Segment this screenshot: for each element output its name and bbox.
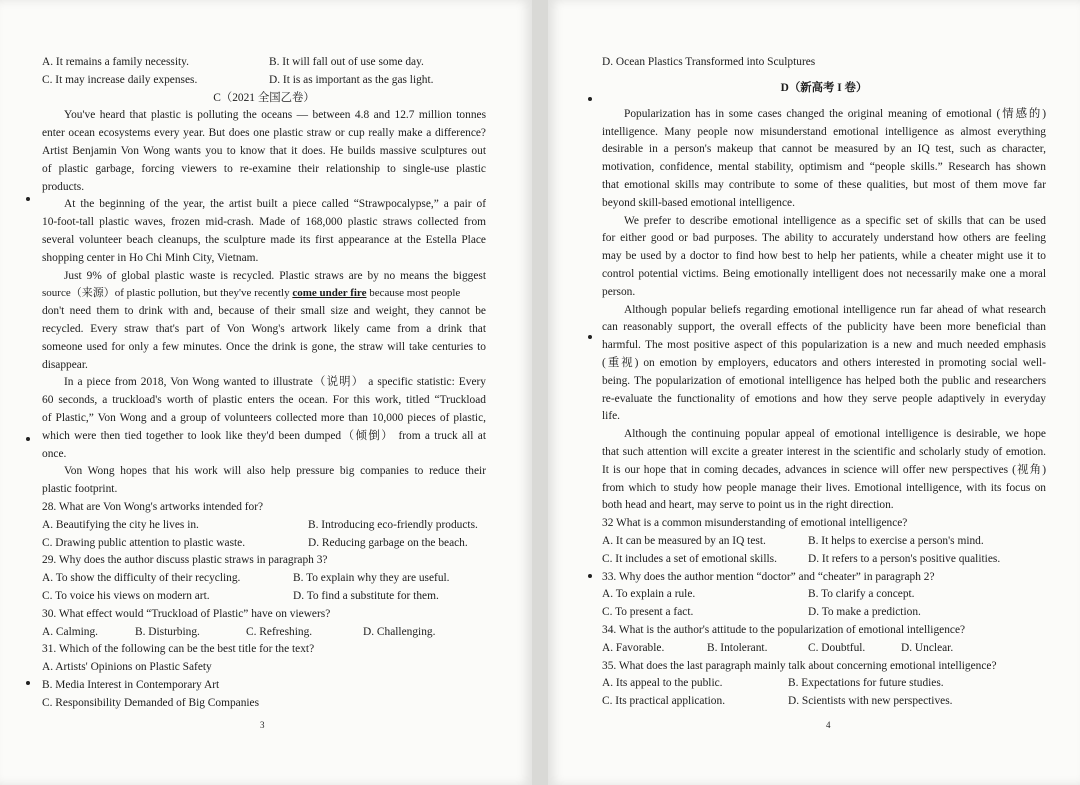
passage-line: Von Wong hopes that his work will also help pressure big companies to reduce their xyxy=(64,465,486,478)
passage-line: Artist Benjamin Von Wong wants you to know that it does. He builds massive sculptures out xyxy=(42,144,486,157)
q34-option-b: B. Intolerant. xyxy=(707,641,768,654)
q34-option-d: D. Unclear. xyxy=(901,641,954,654)
passage-line: At the beginning of the year, the artist built a piece called “Strawpocalypse,” a pair of xyxy=(64,198,486,211)
passage-line: 60 seconds, a truckload's worth of plastic enters the ocean. For this work, titled “Truckload xyxy=(42,394,486,407)
question-34-stem: 34. What is the author's attitude to the popularization of emotional intelligence? xyxy=(602,623,966,636)
passage-line: We prefer to describe emotional intelligence as a specific set of skills that can be used xyxy=(624,214,1046,227)
passage-line: control potential victims. Being emotionally intelligent does not necessarily make one a moral xyxy=(602,267,1046,280)
option-row xyxy=(42,72,486,90)
passage-line xyxy=(42,285,486,303)
option-row xyxy=(602,675,1046,693)
option-row xyxy=(602,586,1046,604)
book-gutter xyxy=(532,0,548,785)
passage-text: because most people xyxy=(366,287,461,300)
passage-line: person. xyxy=(602,285,636,298)
passage-line: may be used by a doctor to find how best to help her patients, while a cheater might use it to xyxy=(602,250,1046,263)
section-heading: C（2021 全国乙卷） xyxy=(213,91,315,104)
option-row xyxy=(42,570,486,588)
passage-line: motivation, confidence, mental stability, optimism and “people skills.” Research has shown xyxy=(602,161,1046,174)
q33-option-a: A. To explain a rule. xyxy=(602,588,696,601)
margin-dot xyxy=(588,335,592,339)
q32-option-c: C. It includes a set of emotional skills. xyxy=(602,552,777,565)
option-row xyxy=(42,535,486,553)
margin-dot xyxy=(588,574,592,578)
q28-option-b: B. Introducing eco-friendly products. xyxy=(308,518,478,531)
passage-line: In a piece from 2018, Von Wong wanted to illustrate（说明） a specific statistic: Every xyxy=(64,376,486,389)
option-row xyxy=(602,640,1046,658)
question-31-stem: 31. Which of the following can be the best title for the text? xyxy=(42,643,315,656)
question-32-stem: 32 What is a common misunderstanding of emotional intelligence? xyxy=(602,517,908,530)
passage-line: once. xyxy=(42,447,67,460)
q32-option-b: B. It helps to exercise a person's mind. xyxy=(808,534,984,547)
page-number: 3 xyxy=(260,720,265,730)
option-row xyxy=(602,533,1046,551)
option-a: A. It remains a family necessity. xyxy=(42,56,189,68)
exam-page-3 xyxy=(0,0,532,785)
passage-line: intelligence. Many people now misunderstand emotional intelligence as almost everything xyxy=(602,125,1046,138)
page-number: 4 xyxy=(826,720,831,730)
q30-option-d: D. Challenging. xyxy=(363,625,436,638)
q35-option-d: D. Scientists with new perspectives. xyxy=(788,695,953,708)
passage-line: (重视) on emotion by employers, educators and others interested in promoting social well- xyxy=(602,356,1046,369)
q30-option-a: A. Calming. xyxy=(42,625,99,638)
passage-line: Popularization has in some cases changed the original meaning of emotional (情感的) xyxy=(624,107,1046,120)
passage-line: harmful. The most positive aspect of this popularization is a new and much needed emphasis xyxy=(602,339,1046,352)
q29-option-b: B. To explain why they are useful. xyxy=(293,572,450,585)
passage-line: shopping center in Ho Chi Minh City, Vietnam. xyxy=(42,251,259,264)
passage-line: that such attention will excite a greater interest in the scientific and scholarly study of emotion. xyxy=(602,445,1046,458)
q32-option-a: A. It can be measured by an IQ test. xyxy=(602,534,766,547)
q32-option-d: D. It refers to a person's positive qualities. xyxy=(808,552,1001,565)
question-30-stem: 30. What effect would “Truckload of Plastic” have on viewers? xyxy=(42,607,331,620)
passage-line: Just 9% of global plastic waste is recycled. Plastic straws are by no means the biggest xyxy=(64,269,486,282)
q29-option-c: C. To voice his views on modern art. xyxy=(42,589,210,602)
passage-line: beyond skill-based emotional intelligence. xyxy=(602,196,795,209)
passage-line: several volunteer beach cleanups, the sculpture made its first appearance at the Estella Place xyxy=(42,233,486,246)
q33-option-b: B. To clarify a concept. xyxy=(808,588,915,601)
q29-option-d: D. To find a substitute for them. xyxy=(293,589,439,602)
q35-option-b: B. Expectations for future studies. xyxy=(788,677,944,690)
passage-line: plastic footprint. xyxy=(42,483,118,496)
question-28-stem: 28. What are Von Wong's artworks intended for? xyxy=(42,500,264,513)
option-row xyxy=(602,604,1046,622)
passage-line: can reasonably support, the overall effects of the publicity have been more beneficial than xyxy=(602,321,1046,334)
question-33-stem: 33. Why does the author mention “doctor” and “cheater” in paragraph 2? xyxy=(602,570,935,583)
exam-page-4 xyxy=(548,0,1080,785)
passage-line: which were then tied together to look like they'd been dumped（倾倒） from a truck all at xyxy=(42,429,486,442)
option-d: D. It is as important as the gas light. xyxy=(269,73,434,86)
q34-option-c: C. Doubtful. xyxy=(808,641,866,654)
q28-option-c: C. Drawing public attention to plastic waste. xyxy=(42,536,246,549)
option-row xyxy=(42,517,486,535)
passage-line: don't need them to drink with and, because of their small size and weight, they cannot be xyxy=(42,305,486,318)
question-29-stem: 29. Why does the author discuss plastic straws in paragraph 3? xyxy=(42,554,328,567)
passage-line: someone used for only a few minutes. Once the drink is gone, the straw will take centuries to xyxy=(42,340,486,353)
passage-line: of Plastic,” Von Wong and a group of volunteers collected more than 10,000 pieces of plastic, xyxy=(42,411,486,424)
passage-line: recycled. Every straw that's part of Von Wong's artwork likely came from a drink that xyxy=(42,322,486,335)
passage-line: re-evaluate the functionality of emotions and how they serve people adaptively in everyday xyxy=(602,392,1046,405)
underlined-phrase: come under fire xyxy=(292,287,367,300)
passage-line: Although the continuing popular appeal of emotional intelligence is desirable, we hope xyxy=(624,428,1046,441)
passage-line: desirable in a person's makeup that cannot be measured by an IQ test, such as character, xyxy=(602,143,1046,156)
q30-option-c: C. Refreshing. xyxy=(246,625,313,638)
q31-option-a: A. Artists' Opinions on Plastic Safety xyxy=(42,661,212,674)
q31-option-b: B. Media Interest in Contemporary Art xyxy=(42,678,220,691)
q33-option-d: D. To make a prediction. xyxy=(808,606,921,619)
margin-dot xyxy=(588,97,592,101)
option-row xyxy=(42,588,486,606)
option-c: C. It may increase daily expenses. xyxy=(42,73,198,86)
passage-line: Although popular beliefs regarding emotional intelligence run far ahead of what research xyxy=(624,303,1046,316)
option-row xyxy=(42,624,486,642)
q29-option-a: A. To show the difficulty of their recycling. xyxy=(42,572,241,585)
option-d-continued: D. Ocean Plastics Transformed into Sculptures xyxy=(602,56,816,68)
option-row xyxy=(602,551,1046,569)
margin-dot xyxy=(26,197,30,201)
passage-line: disappear. xyxy=(42,358,88,371)
passage-text: source（来源）of plastic pollution, but they've recently xyxy=(42,287,293,300)
passage-line: It is our hope that in coming decades, advances in science will offer new perspectives (视角) xyxy=(602,463,1046,476)
passage-line: for either good or bad purposes. The ability to accurately understand how others are feeling xyxy=(602,232,1046,245)
section-heading: D（新高考 I 卷） xyxy=(780,81,868,94)
option-row xyxy=(42,54,486,72)
passage-line: from which to study how people manage their lives. Emotional intelligence, with its focus on xyxy=(602,481,1046,494)
passage-line: You've heard that plastic is polluting the oceans — between 4.8 and 12.7 million tonnes xyxy=(64,109,486,122)
passage-line: 10-foot-tall plastic waves, frozen mid-crash. Made of 168,000 plastic straws collected from xyxy=(42,216,486,229)
q31-option-c: C. Responsibility Demanded of Big Companies xyxy=(42,696,260,709)
q35-option-c: C. Its practical application. xyxy=(602,695,726,708)
q28-option-d: D. Reducing garbage on the beach. xyxy=(308,536,468,549)
q30-option-b: B. Disturbing. xyxy=(135,625,200,638)
q34-option-a: A. Favorable. xyxy=(602,641,665,654)
option-row xyxy=(602,693,1046,711)
passage-line: life. xyxy=(602,410,621,423)
passage-line: products. xyxy=(42,180,85,193)
passage-line: that emotional skills may contribute to some of these qualities, but most of them move far xyxy=(602,178,1046,191)
q33-option-c: C. To present a fact. xyxy=(602,606,694,619)
q28-option-a: A. Beautifying the city he lives in. xyxy=(42,518,199,531)
option-b: B. It will fall out of use some day. xyxy=(269,56,424,68)
question-35-stem: 35. What does the last paragraph mainly talk about concerning emotional intelligence? xyxy=(602,659,997,672)
margin-dot xyxy=(26,437,30,441)
passage-line: enter ocean ecosystems every year. But does one plastic straw or cup really make a difference? xyxy=(42,127,486,140)
margin-dot xyxy=(26,681,30,685)
passage-line: both head and heart, may serve to point us in the right direction. xyxy=(602,499,894,512)
passage-line: being. The popularization of emotional intelligence has helped both the public and researchers xyxy=(602,374,1046,387)
passage-line: of plastic garbage, forcing viewers to re-examine their relationship to single-use plastic xyxy=(42,162,486,175)
q35-option-a: A. Its appeal to the public. xyxy=(602,677,723,690)
